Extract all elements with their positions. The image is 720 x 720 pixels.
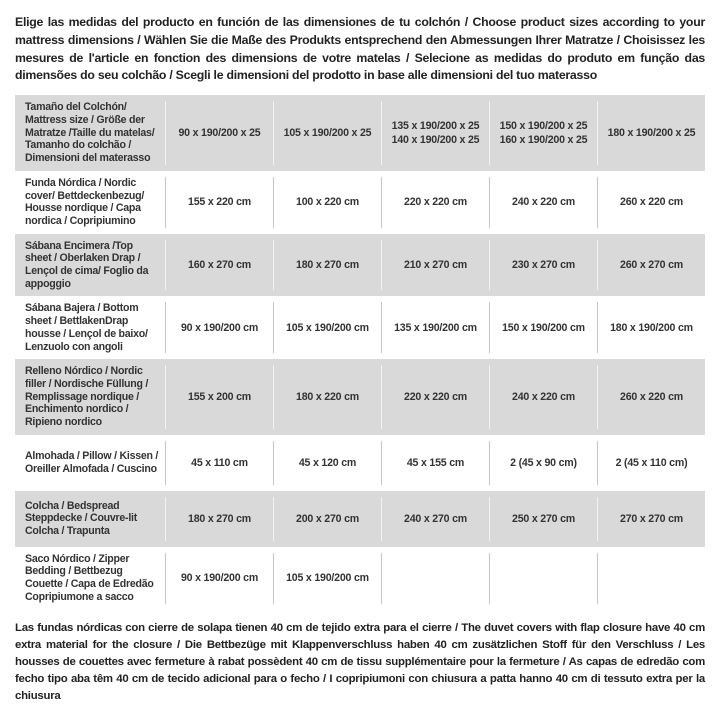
size-cell: 155 x 220 cm: [165, 177, 273, 228]
table-row: [15, 296, 705, 359]
size-cell: 135 x 190/200 x 25 140 x 190/200 x 25: [381, 101, 489, 165]
size-cell: 180 x 190/200 cm: [597, 302, 705, 353]
size-cell: 135 x 190/200 cm: [381, 302, 489, 353]
size-cell: 210 x 270 cm: [381, 240, 489, 291]
intro-text: Elige las medidas del producto en función de las dimensiones de tu colchón / Choose product sizes according to your mattress dimensions / Wählen Sie die Maße des Produkts entsprechend den Abmessungen Ihrer Matratze / Choisissez les mesures de l'article en fonction des dimensions de votre matelas / Selecione as medidas do produto em função das dimensões do seu colchão / Scegli le dimensioni del prodotto in base alle dimensioni del tuo materasso: [15, 15, 705, 83]
size-cell: 2 (45 x 110 cm): [597, 441, 705, 485]
size-cell: 260 x 220 cm: [597, 365, 705, 429]
table-row: [15, 435, 705, 491]
size-cell: 240 x 220 cm: [489, 365, 597, 429]
size-cell: [597, 553, 705, 604]
size-cell: 200 x 270 cm: [273, 497, 381, 541]
size-cell: 45 x 120 cm: [273, 441, 381, 485]
table-row: [15, 547, 705, 610]
size-cell: 90 x 190/200 cm: [165, 302, 273, 353]
size-cell: 240 x 220 cm: [489, 177, 597, 228]
size-cell: 105 x 190/200 x 25: [273, 101, 381, 165]
size-cell: 160 x 270 cm: [165, 240, 273, 291]
size-cell: 270 x 270 cm: [597, 497, 705, 541]
size-cell: 105 x 190/200 cm: [273, 553, 381, 604]
table-row: [15, 359, 705, 435]
size-cell: 150 x 190/200 x 25 160 x 190/200 x 25: [489, 101, 597, 165]
table-row: [15, 234, 705, 297]
table-row: [15, 491, 705, 547]
footer-note: Las fundas nórdicas con cierre de solapa tienen 40 cm de tejido extra para el cierre / The duvet covers with flap closure have 40 cm extra material for the closure / Die Bettbezüge mit Klappenverschluss haben 40 cm zusätzlichen Stoff für den Verschluss / Les housses de couettes avec fermeture à rabat possèdent 40 cm de tissu supplémentaire pour la fermeture / As capas de edredão com fecho tipo aba têm 40 cm de tecido adicional para o fecho / I copripiumoni con chiusura a patta hanno 40 cm di tessuto extra per la chiusura: [15, 621, 705, 703]
size-cell: 150 x 190/200 cm: [489, 302, 597, 353]
row-label: Funda Nórdica / Nordic cover/ Bettdeckenbezug/ Housse nordique / Capa nordica / Copripiumino: [25, 176, 145, 227]
size-cell: 180 x 270 cm: [165, 497, 273, 541]
size-cell: 2 (45 x 90 cm): [489, 441, 597, 485]
row-label: Relleno Nórdico / Nordic filler / Nordische Füllung / Remplissage nordique / Enchimento nordico / Ripieno nordico: [25, 365, 149, 429]
row-label: Saco Nórdico / Zipper Bedding / Bettbezug Couette / Capa de Edredão Copripiumone a sacco: [25, 552, 154, 603]
size-cell: 155 x 200 cm: [165, 365, 273, 429]
size-cell: 220 x 220 cm: [381, 177, 489, 228]
size-cell: 45 x 110 cm: [165, 441, 273, 485]
size-cell: [381, 553, 489, 604]
size-cell: 105 x 190/200 cm: [273, 302, 381, 353]
size-cell: 220 x 220 cm: [381, 365, 489, 429]
size-cell: 250 x 270 cm: [489, 497, 597, 541]
row-label: Almohada / Pillow / Kissen / Oreiller Almofada / Cuscino: [25, 450, 159, 475]
size-cell: 90 x 190/200 cm: [165, 553, 273, 604]
size-cell: 240 x 270 cm: [381, 497, 489, 541]
row-label: Sábana Encimera /Top sheet / Oberlaken Drap / Lençol de cima/ Foglio da appoggio: [25, 239, 149, 290]
size-cell: 90 x 190/200 x 25: [165, 101, 273, 165]
table-row: [15, 171, 705, 234]
size-cell: 230 x 270 cm: [489, 240, 597, 291]
row-label: Tamaño del Colchón/ Mattress size / Größe der Matratze /Taille du matelas/ Tamanho do colchão / Dimensioni del materasso: [25, 101, 155, 165]
size-table: [15, 95, 705, 609]
size-cell: 260 x 270 cm: [597, 240, 705, 291]
size-cell: 100 x 220 cm: [273, 177, 381, 228]
size-cell: 180 x 270 cm: [273, 240, 381, 291]
size-cell: 45 x 155 cm: [381, 441, 489, 485]
size-cell: [489, 553, 597, 604]
size-cell: 260 x 220 cm: [597, 177, 705, 228]
row-label: Colcha / Bedspread Steppdecke / Couvre-lit Colcha / Trapunta: [25, 499, 137, 538]
table-row: [15, 95, 705, 171]
row-label: Sábana Bajera / Bottom sheet / BettlakenDrap housse / Lençol de baixo/ Lenzuolo con angoli: [25, 302, 148, 353]
size-cell: 180 x 220 cm: [273, 365, 381, 429]
size-cell: 180 x 190/200 x 25: [597, 101, 705, 165]
